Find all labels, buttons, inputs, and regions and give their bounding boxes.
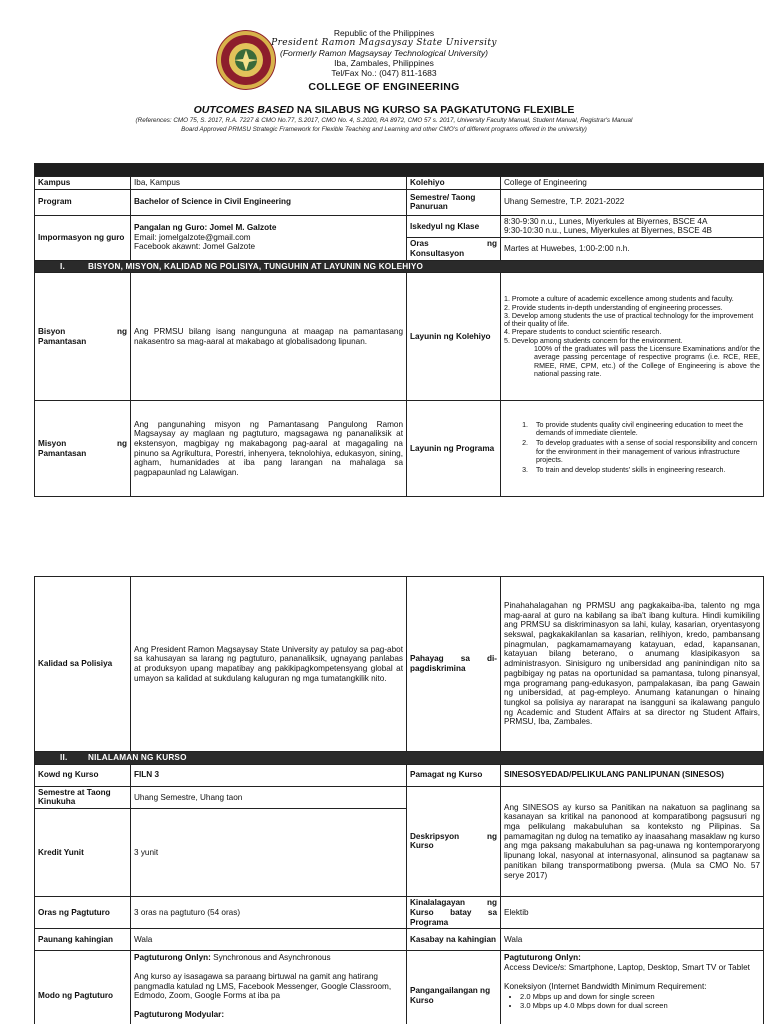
guro-info (131, 215, 407, 260)
kinalalagayan-value: Elektib (501, 897, 764, 929)
list-item: 3. To train and develop students' skills in engineering research. (530, 466, 760, 474)
deskripsyon-label: Deskripsyon ng Kurso (407, 786, 501, 896)
iskedyul-line-2: 9:30-10:30 n.u., Lunes, Miyerkules at Biyernes, BSCE 4B (504, 226, 712, 236)
kolehiyo-label: Kolehiyo (407, 177, 501, 190)
address-line: Iba, Zambales, Philippines (334, 58, 434, 68)
kalidad-label: Kalidad sa Polisiya (35, 577, 131, 752)
pamagat-label: Pamagat ng Kurso (407, 764, 501, 786)
modo-modular-label: Pagtuturong Modyular: (134, 1010, 225, 1020)
list-item: 2. Provide students in-depth understanding of engineering processes. (504, 303, 723, 312)
section-1-title: BISYON, MISYON, KALIDAD NG POLISIYA, TUNGUHIN AT LAYUNIN NG KOLEHIYO (88, 261, 424, 271)
kinalalagayan-label: Kinalalagayan ng Kurso batay sa Programa (407, 897, 501, 929)
bisyon-value: Ang PRMSU bilang isang nangunguna at maagap na pamantasang nakasentro sa mag-aaral at makabago at globalisadong lipunan. (131, 273, 407, 401)
iskedyul-line-1: 8:30-9:30 n.u., Lunes, Miyerkules at Biyernes, BSCE 4A (504, 216, 708, 226)
references-line-2: Board Approved PRMSU Strategic Framework for Flexible Teaching and Learning and other CMO's of different programs offered in the university) (181, 126, 587, 133)
list-item: 4. Prepare students to conduct scientific research. (504, 328, 662, 337)
misyon-label: Misyon ng Pamantasan (35, 401, 131, 497)
pangangailangan-value (501, 951, 764, 1024)
kowd-label: Kowd ng Kurso (35, 764, 131, 786)
references-line-1: (References: CMO 75, S. 2017, R.A. 7227 & CMO No.77, S.2017, CMO No. 4, S.2020, RA 8972, CMO 57 s. 2017, University Faculty Manual, Student Manual, Registrar's Manual (135, 117, 633, 124)
kampus-label: Kampus (35, 177, 131, 190)
iskedyul-value (501, 215, 764, 237)
kalidad-value: Ang President Ramon Magsaysay State University ay patuloy sa pag-abot sa kahusayan sa larang ng pagtuturo, pananaliksik, ugnayang panlabas at produksyon upang mapatibay ang pakikipagkompetensyang global at umayon sa kalidad at sukdulang kaluguran ng mga tumatangkilik nito. (131, 577, 407, 752)
table-row (35, 577, 764, 752)
kasabay-value: Wala (501, 929, 764, 951)
oras-konsultasyon-label: Oras ng Konsultasyon (407, 238, 501, 260)
modo-online-value: Synchronous and Asynchronous (213, 953, 331, 963)
semestre-taon-value: Uhang Semestre, Uhang taon (131, 786, 407, 808)
semestre-label: Semestre/ Taong Panuruan (407, 189, 501, 215)
table-row (35, 897, 764, 929)
table-row (35, 273, 764, 401)
table-row (35, 177, 764, 190)
program-value: Bachelor of Science in Civil Engineering (131, 189, 407, 215)
semestre-taon-label: Semestre at Taong Kinukuha (35, 786, 131, 808)
formerly-line: (Formerly Ramon Magsaysay Technological University) (279, 48, 488, 58)
telfax-line: Tel/Fax No.: (047) 811-1683 (331, 68, 437, 78)
misyon-value: Ang pangunahing misyon ng Pamantasang Pangulong Ramon Magsaysay ay maglaan ng pagtuturo, magsagawa ng pananaliksik at ekstensyon, magbigay ng makabagong pag-aaral at magagaling na pinuno sa Agrikultura, Porestri, inhenyera, teknolohiya, edukasyon, sining, agham, humanidades at iba pang larangan na mahalaga sa pagpapaunlad ng Lalawigan. (131, 401, 407, 497)
list-item: 1. To provide students quality civil engineering education to meet the demands of immediate clientele. (530, 421, 760, 438)
paunang-label: Paunang kahingian (35, 929, 131, 951)
kowd-value: FILN 3 (131, 764, 407, 786)
list-item: 1. Promote a culture of academic excellence among students and faculty. (504, 295, 734, 304)
pang-device: Access Device/s: Smartphone, Laptop, Desktop, Smart TV or Tablet (504, 962, 750, 972)
layunin-programa-label: Layunin ng Programa (407, 401, 501, 497)
guro-email: Email: jomelgalzote@gmail.com (134, 232, 251, 242)
oras-value: 3 oras na pagtuturo (54 oras) (131, 897, 407, 929)
licensure-note: 100% of the graduates will pass the Licensure Examinations and/or the average passing percentage of respective programs (i.e. RCE, REE, RMEE, RME, CPM, etc.) of the College of Engineering is above the national passing rate. (534, 345, 760, 378)
pamagat-value: SINESOSYEDAD/PELIKULANG PANLIPUNAN (SINESOS) (501, 764, 764, 786)
college-title: COLLEGE OF ENGINEERING (308, 81, 460, 93)
table-row (35, 189, 764, 215)
pang-online-label: Pagtuturong Onlyn: (504, 953, 581, 963)
deskripsyon-value: Ang SINESOS ay kurso sa Panitikan na nakatuon sa paglinang sa kasanayan sa kritikal na panonood at komparatibong pagsusuri ng mga pelikulang makabuluhan sa konteksto ng Pilipinas. Sa pamamagitan ng dulog na tematiko ay inaasahang masaklaw ng kurso ang mga paksang makabuluhan sa pag-unawa ng kontemporaryong lipunang lokal, nasyonal at internasyonal, alinsunod sa pagtanaw sa panitikan bilang transpormatibong pwersa. (Mula sa CMO No. 57 serye 2017) (501, 786, 764, 896)
document-title (0, 104, 768, 116)
kredit-label: Kredit Yunit (35, 809, 131, 897)
list-item: 3. Develop among students the use of practical technology for the improvement of their quality of life. (504, 311, 754, 329)
title-emphasis: OUTCOMES BASED (193, 104, 294, 116)
pahayag-label: Pahayag sa di-pagdiskrimina (407, 577, 501, 752)
table-row (35, 951, 764, 1024)
section-2-number: II. (60, 753, 68, 762)
list-item: • 2.0 Mbps up and down for single screen (520, 993, 760, 1002)
section-1-header (35, 260, 764, 273)
modo-description: Ang kurso ay isasagawa sa paraang birtuwal na gamit ang hatirang pangmadla katulad ng LMS, Facebook Messenger, Google Classroom, Edmodo, Zoom, Google Forms at iba pa (134, 971, 392, 1001)
course-info-table-2 (34, 576, 764, 1024)
list-item: 5. Develop among students concern for the environment. (504, 336, 683, 345)
table-row (35, 929, 764, 951)
modo-online-line (134, 953, 403, 963)
modo-online-label: Pagtuturong Onlyn: (134, 953, 211, 963)
title-rest: NA SILABUS NG KURSO SA PAGKATUTONG FLEXIBLE (293, 104, 575, 116)
guro-facebook: Facebook akawnt: Jomel Galzote (134, 242, 256, 252)
layunin-kolehiyo-label: Layunin ng Kolehiyo (407, 273, 501, 401)
guro-name: Pangalan ng Guro: Jomel M. Galzote (134, 223, 277, 233)
paunang-value: Wala (131, 929, 407, 951)
list-item: 2. To develop graduates with a sense of social responsibility and concern for the environment in their management of various infrastructure projects. (530, 439, 760, 464)
course-info-table-1 (34, 163, 764, 497)
section-2-title: NILALAMAN NG KURSO (88, 753, 187, 762)
table-row (35, 786, 764, 808)
pang-koneksiyon: Koneksiyon (Internet Bandwidth Minimum Requirement: (504, 981, 707, 991)
kredit-value: 3 yunit (131, 809, 407, 897)
table-row (35, 401, 764, 497)
kampus-value: Iba, Kampus (131, 177, 407, 190)
section-header-row (35, 260, 764, 273)
layunin-programa-value (501, 401, 764, 497)
university-name: President Ramon Magsaysay State University (271, 38, 497, 48)
semestre-value: Uhang Semestre, T.P. 2021-2022 (501, 189, 764, 215)
republic-line: Republic of the Philippines (333, 28, 435, 38)
section-2-header (35, 752, 764, 765)
table-top-bar (35, 164, 764, 177)
kolehiyo-value: College of Engineering (501, 177, 764, 190)
table-row (35, 215, 764, 237)
iskedyul-label: Iskedyul ng Klase (407, 215, 501, 237)
list-item: • 3.0 Mbps up 4.0 Mbps down for dual screen (520, 1002, 760, 1011)
modo-value (131, 951, 407, 1024)
section-1-number: I. (60, 261, 65, 271)
document-header (0, 28, 768, 134)
modo-label: Modo ng Pagtuturo (35, 951, 131, 1024)
impormasyon-label: Impormasyon ng guro (35, 215, 131, 260)
table-row (35, 764, 764, 786)
program-label: Program (35, 189, 131, 215)
pangangailangan-label: Pangangailangan ng Kurso (407, 951, 501, 1024)
bisyon-label: Bisyon ng Pamantasan (35, 273, 131, 401)
layunin-kolehiyo-value (501, 273, 764, 401)
section-header-row (35, 752, 764, 765)
pahayag-value: Pinahahalagahan ng PRMSU ang pagkakaiba-iba, talento ng mga mag-aaral at guro na kabilang sa iba't ibang kultura. Hindi kumikiling ang PRMSU sa diskriminasyon sa lahi, kulay, kasarian, oryentasyong sekswal, pagkakakilanlan sa kasarian, relihiyon, kredo, pambansang pinagmulan, pagkamamamayang katayuan, edad, kapansanan, katayuan bilang beterano, o anumang klasipikasyon sa administrasyon. Sinisiguro ng unibersidad ang paninindigan nito sa pagbibigay ng patas na oportunidad sa pamantasa, tulong pinansyal, mga programang pang-edukasyon, pampalakasan, iba pang Gawain ng unibersidad, at pag-empleyo. Anumang katanungan o hinaing tungkol sa polisiya ay nararapat na isangguni sa ikalawang pangulo ng Academic and Student Affairs at sa director ng Student Affairs, PRMSU, Iba, Zambales. (501, 577, 764, 752)
oras-konsultasyon-value: Martes at Huwebes, 1:00-2:00 n.h. (501, 238, 764, 260)
oras-label: Oras ng Pagtuturo (35, 897, 131, 929)
kasabay-label: Kasabay na kahingian (407, 929, 501, 951)
